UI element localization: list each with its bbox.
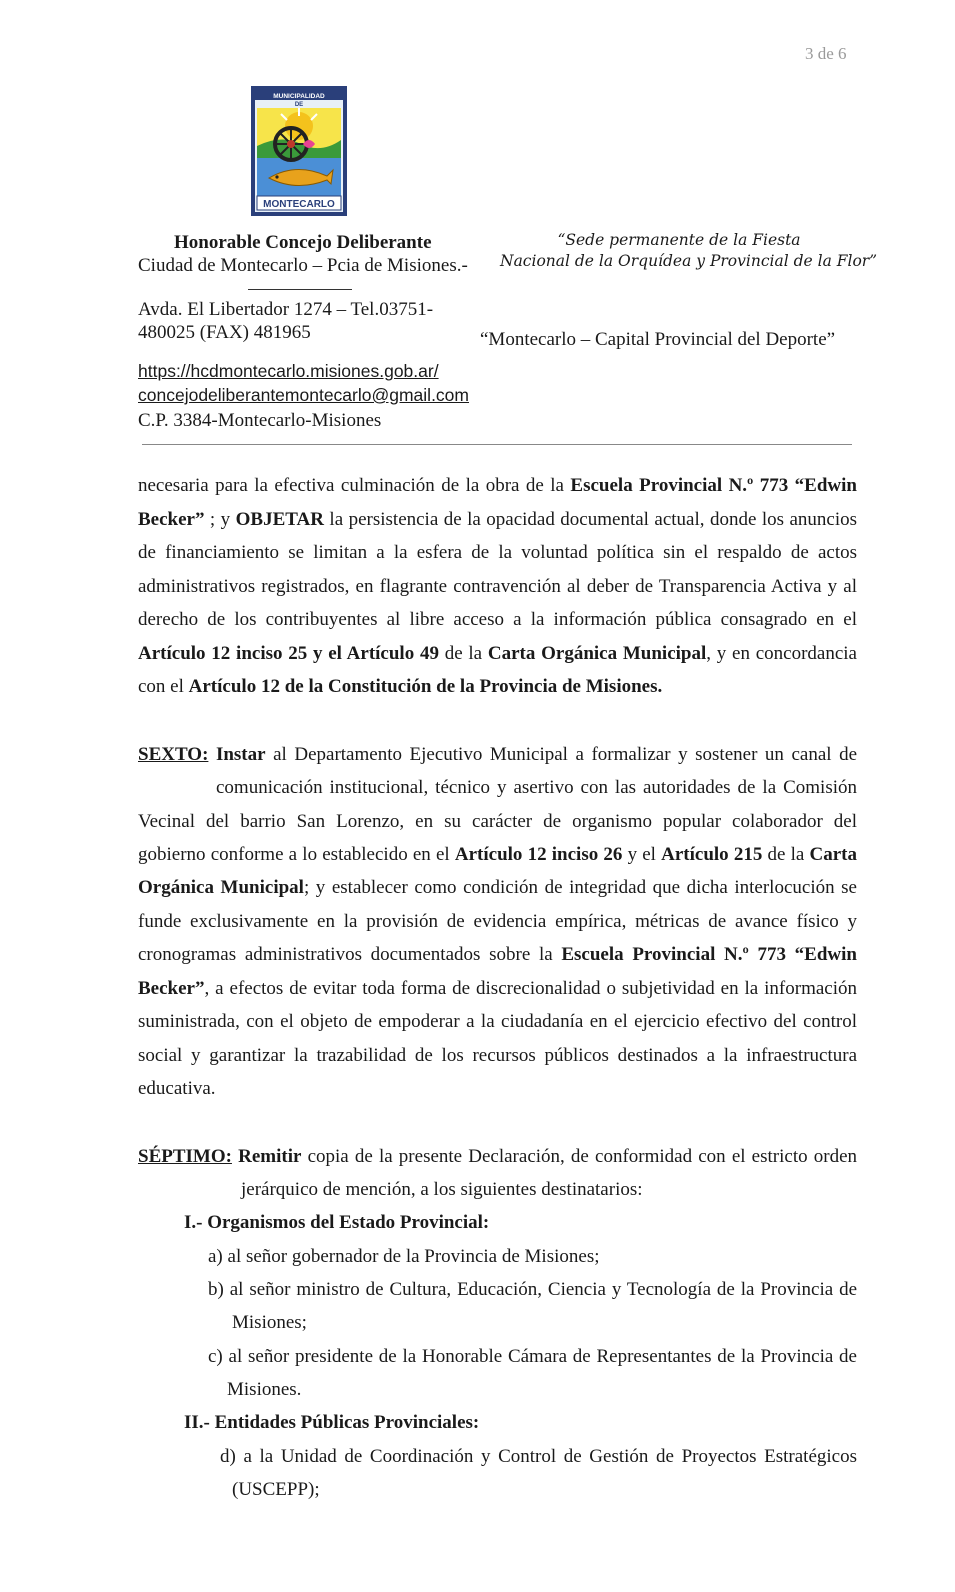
p1-line-7: con el Artículo 12 de la Constitución de la Provincia de Misiones. <box>138 676 663 697</box>
section-heading-provincial: I.- Organismos del Estado Provincial: <box>184 1212 490 1233</box>
website-link[interactable]: https://hcdmontecarlo.misiones.gob.ar/ <box>138 361 439 381</box>
sexto-line-9: suministrada, con el objeto de empoderar a la ciudadanía en el ejercicio efectivo del control <box>138 1011 857 1032</box>
p1-line-3: de financiamiento se limitan a la esfera de la voluntad política sin el respaldo de actos <box>138 542 857 563</box>
list-item-d-line-1: d) a la Unidad de Coordinación y Control de Gestión de Proyectos Estratégicos <box>220 1446 857 1467</box>
list-item-d-line-2: (USCEPP); <box>232 1479 320 1500</box>
p1-line-5: derecho de los contribuyentes al libre acceso a la información pública consagrado en el <box>138 609 857 630</box>
header-short-separator <box>248 289 352 290</box>
svg-text:MUNICIPALIDAD: MUNICIPALIDAD <box>273 93 325 100</box>
p1-line-1: necesaria para la efectiva culminación de la obra de la Escuela Provincial N.º 773 “Edwin <box>138 475 857 496</box>
p1-line-4: administrativos registrados, en flagrante contravención al deber de Transparencia Activa y al <box>138 576 857 597</box>
sexto-line-2: comunicación institucional, técnico y asertivo con las autoridades de la Comisión <box>216 777 857 798</box>
sexto-line-10: social y garantizar la trazabilidad de los recursos públicos destinados a la infraestructura <box>138 1045 857 1066</box>
svg-text:MONTECARLO: MONTECARLO <box>263 199 335 210</box>
municipal-seal-icon <box>251 86 347 216</box>
p1-line-6: Artículo 12 inciso 25 y el Artículo 49 de la Carta Orgánica Municipal, y en concordancia <box>138 643 857 664</box>
sexto-line-11: educativa. <box>138 1078 216 1099</box>
p1-line-2: Becker” ; y OBJETAR la persistencia de la opacidad documental actual, donde los anuncios <box>138 509 857 530</box>
motto-line-1: “Sede permanente de la Fiesta <box>557 231 801 249</box>
section-heading-entities: II.- Entidades Públicas Provinciales: <box>184 1412 480 1433</box>
address-line-1: Avda. El Libertador 1274 – Tel.03751- <box>138 299 434 320</box>
capital-slogan: “Montecarlo – Capital Provincial del Deporte” <box>480 329 836 350</box>
motto-line-2: Nacional de la Orquídea y Provincial de la Flor” <box>500 252 878 270</box>
list-item-a: a) al señor gobernador de la Provincia de Misiones; <box>208 1246 600 1267</box>
sexto-line-7: cronogramas administrativos documentados sobre la Escuela Provincial N.º 773 “Edwin <box>138 944 857 965</box>
list-item-c-line-2: Misiones. <box>227 1379 302 1400</box>
city-line: Ciudad de Montecarlo – Pcia de Misiones.- <box>138 255 468 276</box>
sexto-line-4: gobierno conforme a lo establecido en el Artículo 12 inciso 26 y el Artículo 215 de la Carta <box>138 844 857 865</box>
page-number: 3 de 6 <box>805 44 847 63</box>
postal-line: C.P. 3384-Montecarlo-Misiones <box>138 410 382 431</box>
septimo-line-2: jerárquico de mención, a los siguientes destinatarios: <box>241 1179 643 1200</box>
sexto-line-3: Vecinal del barrio San Lorenzo, en su carácter de organismo popular colaborador del <box>138 811 857 832</box>
header-divider <box>142 444 852 445</box>
sexto-line-1: SEXTO: Instar al Departamento Ejecutivo Municipal a formalizar y sostener un canal de <box>138 744 858 765</box>
institution-name: Honorable Concejo Deliberante <box>174 232 432 253</box>
address-line-2: 480025 (FAX) 481965 <box>138 322 311 343</box>
sexto-line-8: Becker”, a efectos de evitar toda forma de discrecionalidad o subjetividad en la información <box>138 978 857 999</box>
list-item-b-line-2: Misiones; <box>232 1312 307 1333</box>
email-link[interactable]: concejodeliberantemontecarlo@gmail.com <box>138 385 469 405</box>
septimo-line-1: SÉPTIMO: Remitir copia de la presente Declaración, de conformidad con el estricto orden <box>138 1146 858 1167</box>
sexto-line-5: Orgánica Municipal; y establecer como condición de integridad que dicha interlocución se <box>138 877 857 898</box>
list-item-c-line-1: c) al señor presidente de la Honorable Cámara de Representantes de la Provincia de <box>208 1346 857 1367</box>
list-item-b-line-1: b) al señor ministro de Cultura, Educación, Ciencia y Tecnología de la Provincia de <box>208 1279 857 1300</box>
svg-text:DE: DE <box>294 102 304 108</box>
sexto-line-6: funde exclusivamente en la provisión de evidencia empírica, métricas de avance físico y <box>138 911 857 932</box>
